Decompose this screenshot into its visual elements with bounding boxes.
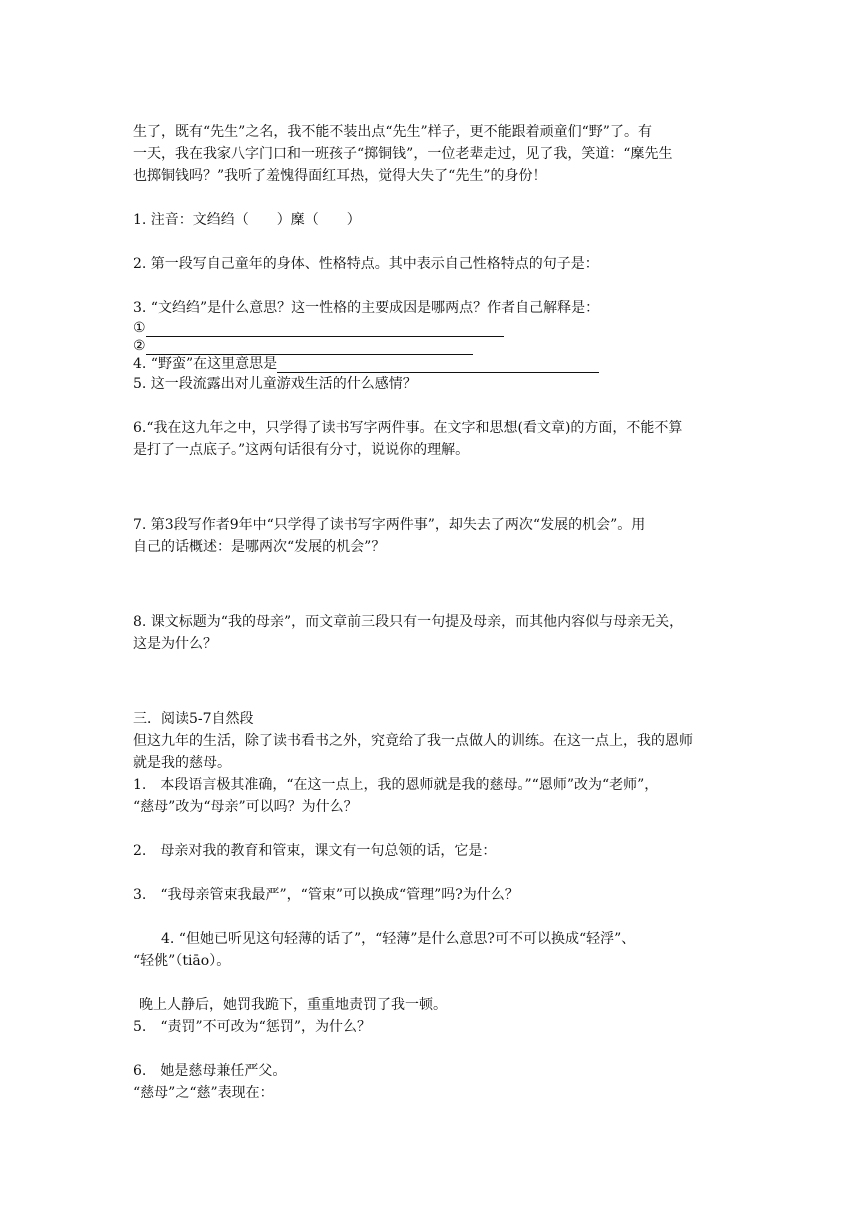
question-7-line-1: 7. 第3段写作者9年中“只学得了读书写字两件事”，却失去了两次“发展的机会”。用 <box>133 517 646 533</box>
section-3-title: 三．阅读5-7自然段 <box>133 711 254 727</box>
question-6-line-1: 6.“我在这九年之中，只学得了读书写字两件事。在文字和思想(看文章)的方面，不能不算 <box>133 420 683 436</box>
question-1: 1. 注音：文绉绉（ ）穈（ ） <box>133 212 361 228</box>
question-8-line-2: 这是为什么？ <box>133 636 217 652</box>
section-3-question-2: 2. 母亲对我的教育和管束，课文有一句总领的话，它是： <box>133 843 497 859</box>
blank-line-3[interactable] <box>277 356 599 373</box>
blank-line-2[interactable] <box>146 338 473 355</box>
section-3-question-3: 3. “我母亲管束我最严”，“管束”可以换成“管理”吗?为什么？ <box>133 887 519 903</box>
question-7-line-2: 自己的话概述：是哪两次“发展的机会”？ <box>133 539 386 555</box>
section-3-question-1-line-1: 1. 本段语言极其准确，“在这一点上，我的恩师就是我的慈母。”“恩师”改为“老师”， <box>133 777 659 793</box>
section-3-quote: 晚上人静后，她罚我跪下，重重地责罚了我一顿。 <box>139 997 447 1013</box>
intro-line-1: 生了，既有“先生”之名，我不能不装出点“先生”样子，更不能跟着顽童们“野”了。有 <box>133 124 652 140</box>
section-3-question-4-line-2: “轻佻”（tiāo）。 <box>133 953 231 969</box>
intro-line-3: 也掷铜钱吗？”我听了羞愧得面红耳热，觉得大失了“先生”的身份！ <box>133 168 547 184</box>
question-3: 3. “文绉绉”是什么意思？这一性格的主要成因是哪两点？作者自己解释是： <box>133 300 600 316</box>
question-6-line-2: 是打了一点底子。”这两句话很有分寸，说说你的理解。 <box>133 442 470 458</box>
section-3-question-6-sub: “慈母”之“慈”表现在： <box>133 1085 274 1101</box>
section-3-question-1-line-2: “慈母”改为“母亲”可以吗？为什么？ <box>133 799 358 815</box>
blank-line-1[interactable] <box>146 320 504 337</box>
answer-marker-1: ① <box>133 320 146 336</box>
question-8-line-1: 8. 课文标题为“我的母亲”，而文章前三段只有一句提及母亲，而其他内容似与母亲无关， <box>133 614 684 630</box>
section-3-question-5: 5. “责罚”不可改为“惩罚”，为什么？ <box>133 1019 371 1035</box>
section-3-question-4-line-1: 4. “但她已听见这句轻薄的话了”，“轻薄”是什么意思?可不可以换成“轻浮”、 <box>161 931 636 947</box>
intro-line-2: 一天，我在我家八字门口和一班孩子“掷铜钱”，一位老辈走过，见了我，笑道：“穈先生 <box>133 146 673 162</box>
question-4-line <box>133 355 735 373</box>
answer-line-1 <box>133 319 735 337</box>
section-3-text-line-1: 但这九年的生活，除了读书看书之外，究竟给了我一点做人的训练。在这一点上，我的恩师 <box>133 733 693 749</box>
answer-line-2 <box>133 337 735 355</box>
answer-marker-2: ② <box>133 338 146 354</box>
question-2: 2. 第一段写自己童年的身体、性格特点。其中表示自己性格特点的句子是： <box>133 256 599 272</box>
section-3-question-6: 6. 她是慈母兼任严父。 <box>133 1063 287 1079</box>
worksheet-page <box>133 121 735 1104</box>
question-5: 5. 这一段流露出对儿童游戏生活的什么感情？ <box>133 376 417 392</box>
section-3-text-line-2: 就是我的慈母。 <box>133 755 231 771</box>
question-4: 4. “野蛮”在这里意思是 <box>133 356 278 372</box>
